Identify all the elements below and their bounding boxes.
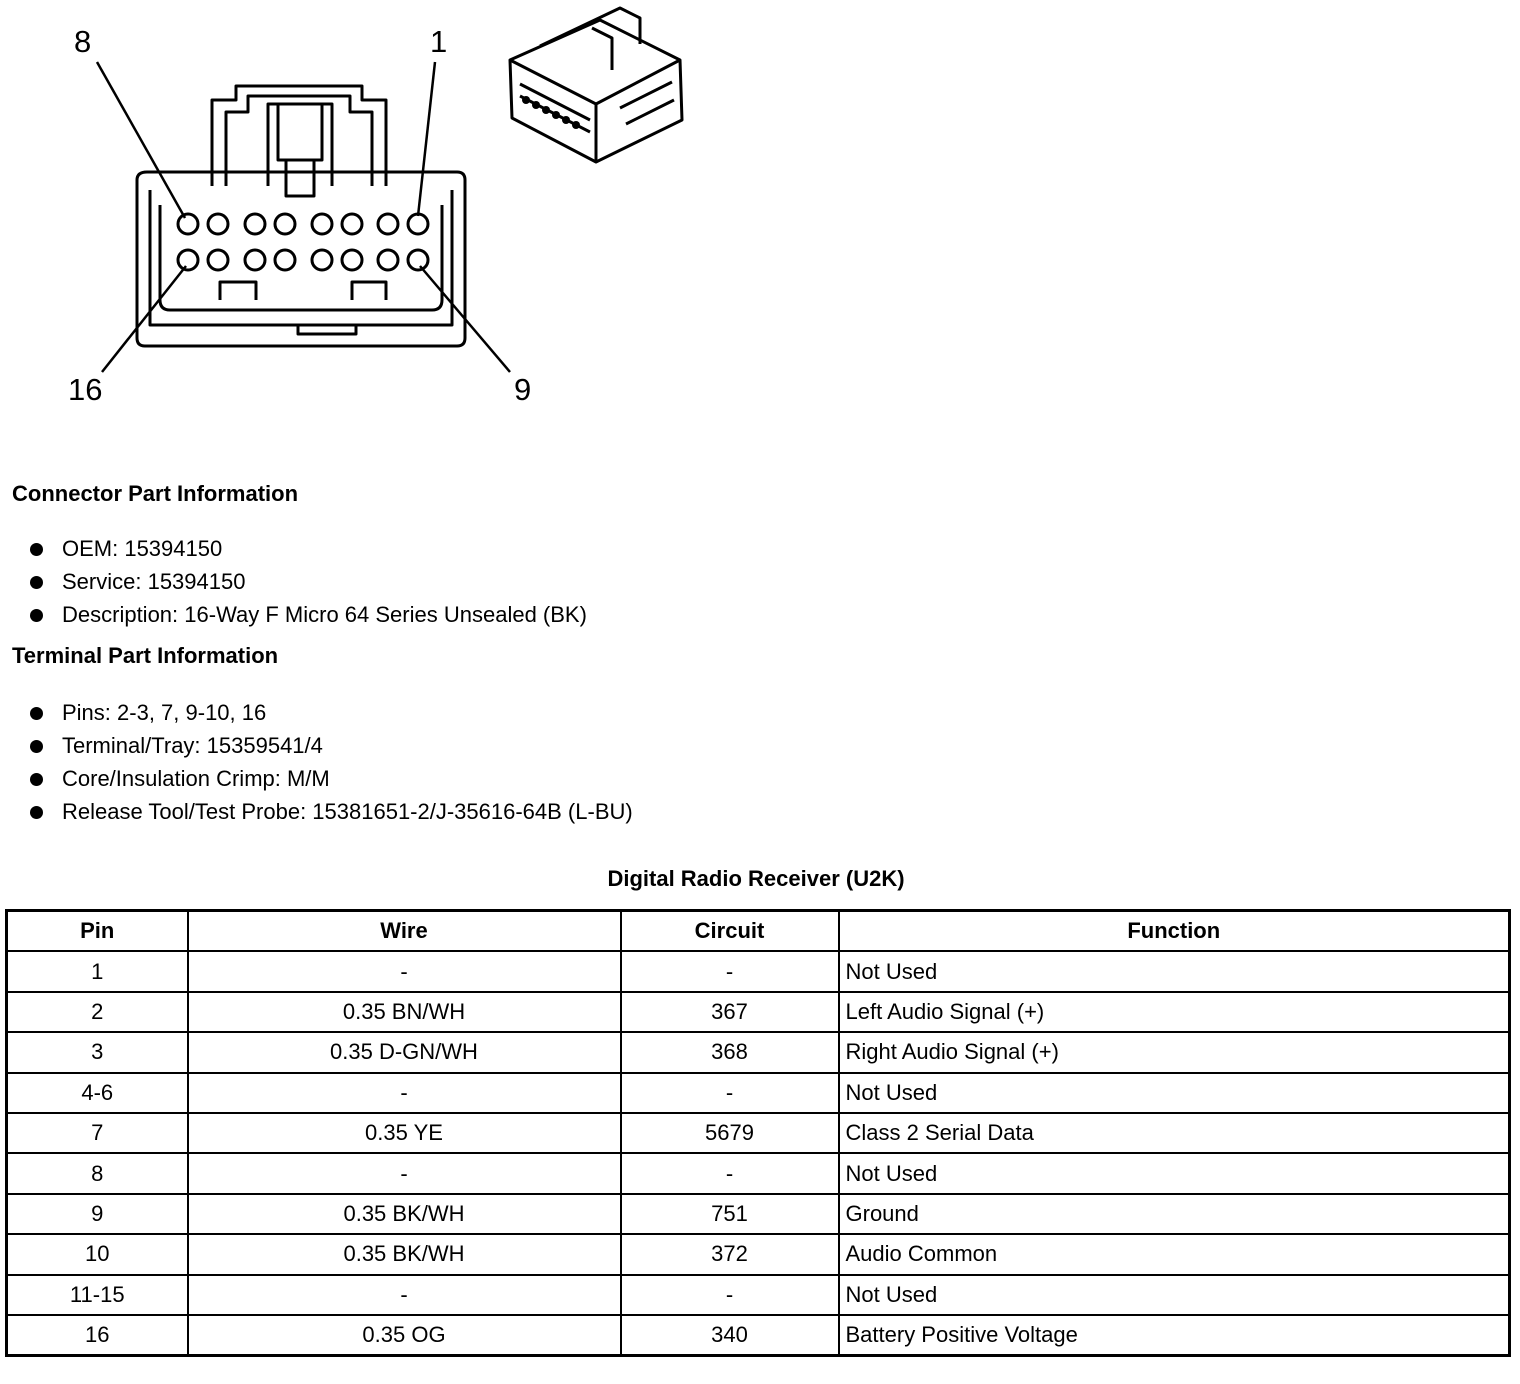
pin-callout-8: 8 [74, 24, 92, 59]
cell-pin: 9 [7, 1194, 188, 1234]
list-item: Description: 16-Way F Micro 64 Series Unsealed (BK) [0, 598, 587, 631]
cell-function: Not Used [839, 951, 1510, 991]
connector-face-view [137, 86, 465, 346]
cell-pin: 4-6 [7, 1073, 188, 1113]
connector-info-heading: Connector Part Information [12, 481, 299, 506]
cell-wire: 0.35 D-GN/WH [188, 1032, 621, 1072]
pin-callout-9: 9 [514, 372, 532, 407]
cavity-row-bottom [178, 250, 428, 270]
cell-wire: - [188, 1073, 621, 1113]
pin-table [5, 909, 1511, 1357]
pin-callout-1: 1 [430, 24, 448, 59]
table-row [7, 1315, 1510, 1356]
table-row [7, 992, 1510, 1032]
cell-function: Left Audio Signal (+) [839, 992, 1510, 1032]
cell-function: Ground [839, 1194, 1510, 1234]
col-header-pin: Pin [7, 911, 188, 952]
cell-function: Audio Common [839, 1234, 1510, 1274]
cell-circuit: - [621, 1073, 839, 1113]
cell-circuit: - [621, 1275, 839, 1315]
table-row [7, 1153, 1510, 1193]
list-item: Pins: 2-3, 7, 9-10, 16 [0, 696, 633, 729]
cell-wire: - [188, 1275, 621, 1315]
table-row [7, 1234, 1510, 1274]
cell-pin: 1 [7, 951, 188, 991]
table-row [7, 1194, 1510, 1234]
cell-circuit: 751 [621, 1194, 839, 1234]
table-row [7, 1032, 1510, 1072]
cell-function: Not Used [839, 1275, 1510, 1315]
cavity-row-top [178, 214, 428, 234]
cell-pin: 2 [7, 992, 188, 1032]
cell-wire: 0.35 OG [188, 1315, 621, 1356]
list-item: Service: 15394150 [0, 565, 587, 598]
cell-wire: 0.35 BK/WH [188, 1194, 621, 1234]
cell-wire: - [188, 951, 621, 991]
list-item: Terminal/Tray: 15359541/4 [0, 729, 633, 762]
connector-3d-view [510, 8, 682, 162]
table-title: Digital Radio Receiver (U2K) [607, 866, 905, 891]
table-row [7, 1275, 1510, 1315]
cell-function: Not Used [839, 1073, 1510, 1113]
cell-circuit: 340 [621, 1315, 839, 1356]
terminal-info-list [0, 696, 633, 828]
cell-pin: 8 [7, 1153, 188, 1193]
list-item: Release Tool/Test Probe: 15381651-2/J-35616-64B (L-BU) [0, 795, 633, 828]
cell-pin: 11-15 [7, 1275, 188, 1315]
cell-pin: 7 [7, 1113, 188, 1153]
cell-circuit: 367 [621, 992, 839, 1032]
cell-wire: - [188, 1153, 621, 1193]
cell-function: Not Used [839, 1153, 1510, 1193]
table-row [7, 1113, 1510, 1153]
col-header-function: Function [839, 911, 1510, 952]
terminal-info-heading: Terminal Part Information [12, 643, 279, 668]
cell-pin: 16 [7, 1315, 188, 1356]
cell-circuit: 5679 [621, 1113, 839, 1153]
col-header-wire: Wire [188, 911, 621, 952]
list-item: Core/Insulation Crimp: M/M [0, 762, 633, 795]
cell-function: Right Audio Signal (+) [839, 1032, 1510, 1072]
list-item: OEM: 15394150 [0, 532, 587, 565]
cell-pin: 10 [7, 1234, 188, 1274]
cell-circuit: 368 [621, 1032, 839, 1072]
connector-info-list [0, 532, 587, 631]
table-row [7, 1073, 1510, 1113]
cell-circuit: - [621, 1153, 839, 1193]
cell-circuit: - [621, 951, 839, 991]
cell-wire: 0.35 BK/WH [188, 1234, 621, 1274]
connector-diagram [0, 0, 760, 440]
cell-wire: 0.35 YE [188, 1113, 621, 1153]
pin-callout-16: 16 [68, 372, 103, 407]
cell-circuit: 372 [621, 1234, 839, 1274]
cell-function: Battery Positive Voltage [839, 1315, 1510, 1356]
cell-function: Class 2 Serial Data [839, 1113, 1510, 1153]
table-header-row [7, 911, 1510, 952]
table-row [7, 951, 1510, 991]
col-header-circuit: Circuit [621, 911, 839, 952]
cell-pin: 3 [7, 1032, 188, 1072]
cell-wire: 0.35 BN/WH [188, 992, 621, 1032]
